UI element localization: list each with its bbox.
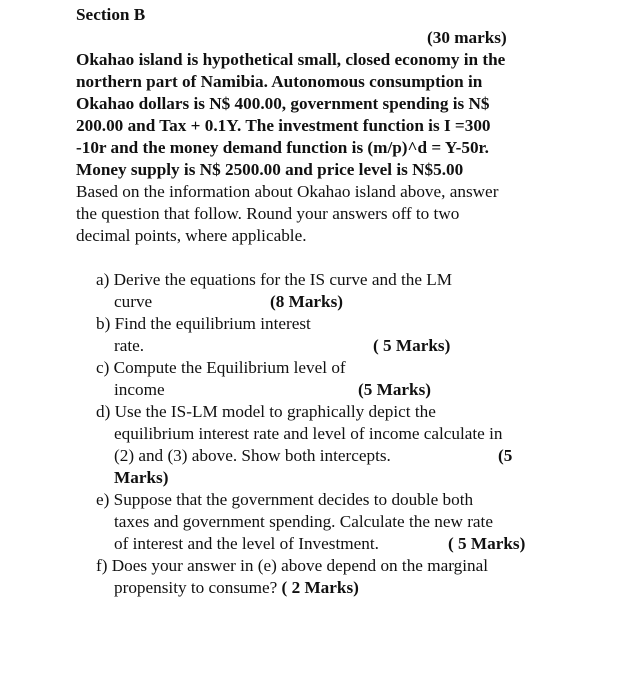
- question-f-text-cont: propensity to consume?: [114, 578, 278, 597]
- question-f-text: f) Does your answer in (e) above depend on the marginal: [96, 556, 488, 575]
- question-d-text-cont: equilibrium interest rate and level of income calculate in: [114, 424, 503, 443]
- question-a-marks: (8 Marks): [270, 292, 344, 311]
- question-a-text-cont: curve: [114, 292, 153, 311]
- scenario-line: Money supply is N$ 2500.00 and price level is N$5.00: [76, 160, 464, 179]
- scenario-line: northern part of Namibia. Autonomous consumption in: [76, 72, 483, 91]
- question-d-text: d) Use the IS-LM model to graphically depict the: [96, 402, 436, 421]
- scenario-line: 200.00 and Tax + 0.1Y. The investment function is I =300: [76, 116, 491, 135]
- section-title: Section B: [76, 5, 146, 24]
- question-c-text-cont: income: [114, 380, 165, 399]
- question-b-marks: ( 5 Marks): [373, 336, 451, 355]
- instruction-line: Based on the information about Okahao island above, answer: [76, 182, 499, 201]
- question-e-text-cont: of interest and the level of Investment.: [114, 534, 379, 553]
- instruction-line: decimal points, where applicable.: [76, 226, 307, 245]
- question-e-marks: ( 5 Marks): [448, 534, 526, 553]
- question-e-text-cont: taxes and government spending. Calculate the new rate: [114, 512, 493, 531]
- question-b-text-cont: rate.: [114, 336, 145, 355]
- question-e-text: e) Suppose that the government decides to double both: [96, 490, 474, 509]
- question-f-line2: [114, 577, 359, 599]
- question-d-text-cont: (2) and (3) above. Show both intercepts.: [114, 446, 391, 465]
- question-d-marks: (5: [498, 446, 513, 465]
- question-c-text: c) Compute the Equilibrium level of: [96, 358, 346, 377]
- instruction-line: the question that follow. Round your answers off to two: [76, 204, 460, 223]
- question-f-marks: ( 2 Marks): [281, 578, 359, 597]
- question-c-marks: (5 Marks): [358, 380, 432, 399]
- question-a-text: a) Derive the equations for the IS curve and the LM: [96, 270, 453, 289]
- scenario-line: Okahao dollars is N$ 400.00, government spending is N$: [76, 94, 490, 113]
- total-marks: (30 marks): [427, 28, 507, 47]
- scenario-line: -10r and the money demand function is (m/p)^d = Y-50r.: [76, 138, 489, 157]
- question-d-marks-cont: Marks): [114, 468, 169, 487]
- scenario-line: Okahao island is hypothetical small, closed economy in the: [76, 50, 506, 69]
- question-b-text: b) Find the equilibrium interest: [96, 314, 311, 333]
